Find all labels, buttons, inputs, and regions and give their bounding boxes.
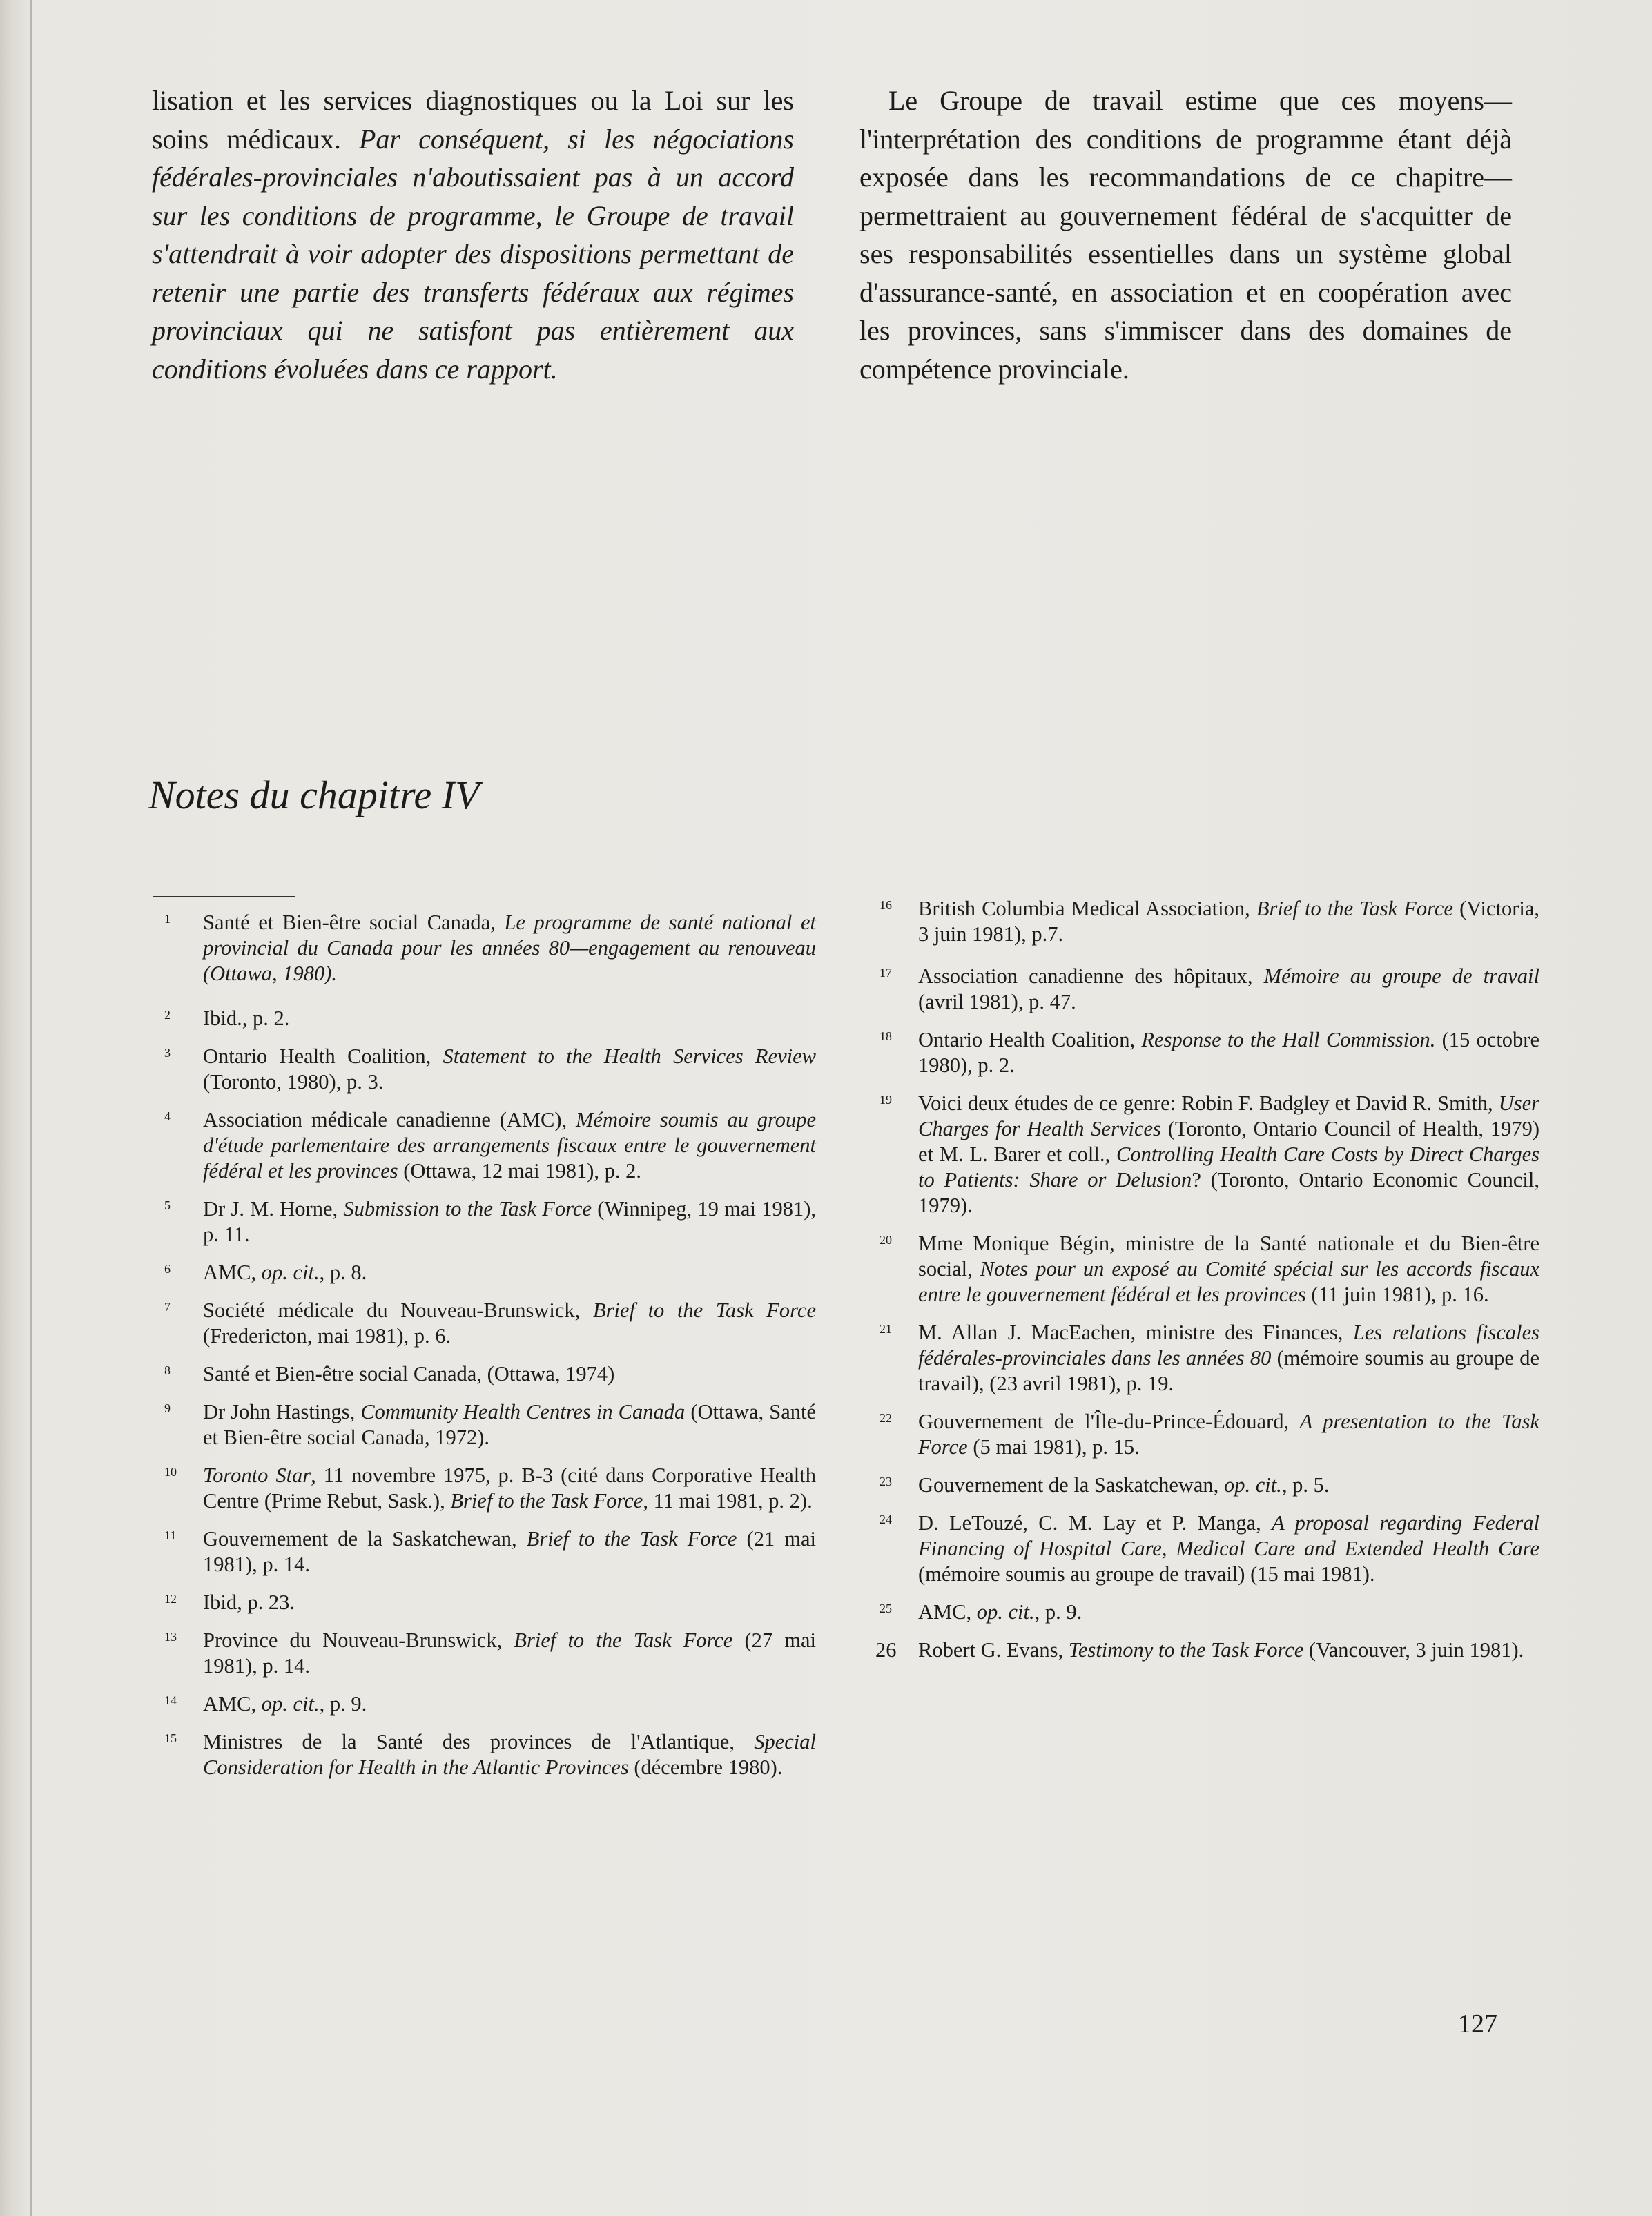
footnote-number: 9	[164, 1401, 171, 1415]
footnote-text	[203, 1464, 816, 1513]
footnote-title-italic: Controlling Health Care Costs by Direct Charges to Patients: Share or Delusion	[918, 1143, 1539, 1192]
footnote-number: 6	[164, 1262, 171, 1276]
footnote-26	[875, 1637, 1539, 1663]
footnote-text-run: M. Allan J. MacEachen, ministre des Finances,	[918, 1321, 1353, 1344]
footnote-text	[918, 1091, 1539, 1217]
footnote-text-run: Santé et Bien-être social Canada, (Ottawa, 1974)	[203, 1362, 615, 1386]
footnote-text-run: (5 mai 1981), p. 15.	[967, 1435, 1140, 1459]
footnote-text	[918, 1511, 1539, 1586]
footnote-text	[203, 1527, 816, 1576]
footnote-text	[203, 1730, 816, 1779]
footnote-text	[203, 1591, 295, 1614]
footnote-10	[160, 1463, 816, 1514]
footnote-text-run: Ibid., p. 2.	[203, 1007, 290, 1030]
footnote-4	[160, 1107, 816, 1184]
footnote-number: 13	[164, 1630, 177, 1644]
footnote-text	[203, 1007, 289, 1030]
footnote-title-italic: Mémoire soumis au groupe d'étude parlementaire des arrangements fiscaux entre le gouvernement fédéral et les provinces	[203, 1108, 817, 1183]
footnote-text-run: Robert G. Evans,	[918, 1638, 1069, 1662]
body-column-left	[152, 81, 794, 388]
page-number: 127	[1458, 2010, 1497, 2039]
footnote-text	[918, 897, 1539, 946]
footnote-text	[203, 1692, 367, 1716]
footnote-text-run: Ministres de la Santé des provinces de l'Atlantique,	[203, 1730, 755, 1753]
footnote-6	[160, 1260, 816, 1285]
footnote-text	[918, 964, 1539, 1013]
footnote-12	[160, 1590, 816, 1615]
footnote-text	[203, 1629, 816, 1678]
footnote-title-italic: op. cit.	[1223, 1473, 1282, 1497]
footnote-title-italic: Brief to the Task Force	[526, 1527, 737, 1551]
footnote-text	[918, 1600, 1082, 1624]
footnote-17	[875, 964, 1539, 1015]
footnote-text-run: , p. 5.	[1281, 1473, 1330, 1497]
footnote-20	[875, 1231, 1539, 1308]
footnote-text-run: , p. 9.	[1034, 1600, 1082, 1624]
footnote-text-run: (Winnipeg, 19 mai 1981), p. 11.	[203, 1197, 816, 1246]
footnote-18	[875, 1027, 1539, 1078]
footnote-text-run: British Columbia Medical Association,	[918, 897, 1256, 920]
footnote-text-run: (Ottawa, Santé et Bien-être social Canada, 1972).	[203, 1400, 816, 1449]
body-paragraph-left	[152, 81, 794, 388]
body-paragraph-left-normal: lisation et les services diagnostiques ou la Loi sur les soins médicaux.	[152, 85, 794, 155]
footnote-number: 18	[880, 1029, 892, 1043]
footnote-text-run: Association canadienne des hôpitaux,	[918, 964, 1264, 988]
footnote-22	[875, 1409, 1539, 1460]
footnote-text-run: (21 mai 1981), p. 14.	[203, 1527, 817, 1576]
footnote-text-run: (avril 1981), p. 47.	[918, 990, 1076, 1013]
footnote-number: 20	[880, 1233, 892, 1247]
footnote-text-run: , 11 novembre 1975, p. B-3 (cité dans Corporative Health Centre (Prime Rebut, Sask.),	[203, 1464, 816, 1513]
footnote-title-italic: Toronto Star	[203, 1464, 311, 1487]
footnote-24	[875, 1510, 1539, 1587]
footnote-title-italic: Brief to the Task Force	[450, 1489, 643, 1513]
footnote-title-italic: Le programme de santé national et provincial du Canada pour les années 80—engagement au renouveau (Ottawa, 1980).	[203, 911, 816, 985]
footnote-text-run: Dr John Hastings,	[203, 1400, 361, 1423]
footnote-title-italic: op. cit.	[261, 1692, 320, 1716]
footnote-text	[203, 1400, 816, 1449]
body-paragraph-right: Le Groupe de travail estime que ces moyens—l'interprétation des conditions de programme étant déjà exposée dans les recommandations de ce chapitre—permettraient au gouvernement fédéral de s'acquitter de ses responsabilités essentielles dans un système global d'assurance-santé, en association et en coopération avec les provinces, sans s'immiscer dans des domaines de compétence provinciale.	[859, 85, 1512, 385]
footnote-13	[160, 1628, 816, 1679]
footnote-number: 24	[880, 1513, 892, 1526]
footnote-text-run: Santé et Bien-être social Canada,	[203, 911, 505, 934]
footnote-text-run: Voici deux études de ce genre: Robin F. Badgley et David R. Smith,	[918, 1091, 1499, 1115]
footnote-title-italic: User Charges for Health Services	[918, 1091, 1539, 1140]
footnote-title-italic: Testimony to the Task Force	[1068, 1638, 1304, 1662]
binding-gutter	[30, 0, 32, 2216]
footnote-number: 14	[164, 1693, 177, 1707]
footnote-2	[160, 1006, 816, 1031]
footnote-number: 26	[875, 1638, 897, 1662]
footnote-number: 17	[880, 966, 892, 980]
footnote-16	[875, 896, 1539, 947]
footnote-5	[160, 1196, 816, 1247]
footnote-11	[160, 1526, 816, 1577]
footnote-number: 16	[880, 898, 892, 912]
footnote-9	[160, 1399, 816, 1450]
footnote-7	[160, 1298, 816, 1349]
footnote-1	[160, 910, 816, 986]
footnote-text-run: AMC,	[203, 1261, 262, 1284]
footnote-text	[203, 1261, 367, 1284]
footnote-title-italic: Les relations fiscales fédérales-provinciales dans les années 80	[918, 1321, 1539, 1370]
footnote-text-run: (Toronto, 1980), p. 3.	[203, 1070, 384, 1094]
footnote-text-run: (décembre 1980).	[628, 1756, 783, 1779]
footnote-text-run: AMC,	[203, 1692, 262, 1716]
footnote-text-run: (Vancouver, 3 juin 1981).	[1303, 1638, 1524, 1662]
notes-column-left	[160, 910, 816, 1793]
footnote-text-run: , p. 9.	[319, 1692, 367, 1716]
footnote-title-italic: Brief to the Task Force	[514, 1629, 733, 1652]
footnote-number: 2	[164, 1008, 171, 1022]
footnote-text-run: (Toronto, Ontario Council of Health, 1979) et M. L. Barer et coll.,	[918, 1117, 1539, 1166]
footnote-text	[203, 911, 816, 985]
footnote-title-italic: op. cit.	[261, 1261, 320, 1284]
footnote-number: 23	[880, 1475, 892, 1488]
footnote-text-run: Association médicale canadienne (AMC),	[203, 1108, 576, 1131]
footnote-title-italic: Special Consideration for Health in the Atlantic Provinces	[203, 1730, 816, 1779]
footnote-text	[918, 1028, 1539, 1077]
footnote-text	[203, 1044, 816, 1094]
footnote-text	[918, 1638, 1524, 1662]
footnote-15	[160, 1729, 816, 1780]
footnote-number: 11	[164, 1528, 177, 1542]
footnote-text-run: Dr J. M. Horne,	[203, 1197, 344, 1221]
footnote-number: 7	[164, 1300, 171, 1314]
footnote-text	[203, 1362, 614, 1386]
footnote-text-run: (Ottawa, 12 mai 1981), p. 2.	[398, 1159, 641, 1183]
footnote-text	[918, 1410, 1539, 1459]
footnote-19	[875, 1091, 1539, 1218]
footnote-text-run: Ontario Health Coalition,	[918, 1028, 1142, 1051]
footnote-text-run: Gouvernement de la Saskatchewan,	[918, 1473, 1224, 1497]
footnote-text-run: AMC,	[918, 1600, 977, 1624]
footnote-title-italic: Response to the Hall Commission.	[1141, 1028, 1436, 1051]
footnote-title-italic: A presentation to the Task Force	[918, 1410, 1539, 1459]
footnote-text-run: (15 octobre 1980), p. 2.	[918, 1028, 1539, 1077]
footnote-number: 21	[880, 1322, 892, 1336]
footnote-title-italic: op. cit.	[976, 1600, 1035, 1624]
footnote-title-italic: Submission to the Task Force	[343, 1197, 592, 1221]
footnote-title-italic: Statement to the Health Services Review	[443, 1044, 816, 1068]
footnote-text	[203, 1108, 816, 1183]
body-paragraph-left-italic: Par conséquent, si les négociations fédérales-provinciales n'aboutissaient pas à un accord sur les conditions de programme, le Groupe de travail s'attendrait à voir adopter des dispositions permettant de retenir une partie des transferts fédéraux aux régimes provinciaux qui ne satisfont pas entièrement aux conditions évoluées dans ce rapport.	[152, 123, 794, 385]
footnote-title-italic: Mémoire au groupe de travail	[1263, 964, 1539, 988]
footnote-text-run: , 11 mai 1981, p. 2).	[643, 1489, 813, 1513]
footnote-text-run: Gouvernement de l'Île-du-Prince-Édouard,	[918, 1410, 1300, 1433]
footnote-text-run: (mémoire soumis au groupe de travail), (23 avril 1981), p. 19.	[918, 1346, 1539, 1395]
footnote-21	[875, 1320, 1539, 1397]
footnote-number: 15	[164, 1731, 177, 1745]
footnote-text	[918, 1321, 1539, 1395]
footnote-number: 5	[164, 1198, 171, 1212]
footnote-text	[918, 1473, 1329, 1497]
footnote-number: 4	[164, 1109, 171, 1123]
footnote-text-run: (Victoria, 3 juin 1981), p.7.	[918, 897, 1540, 946]
footnote-23	[875, 1473, 1539, 1498]
footnote-text-run: Gouvernement de la Saskatchewan,	[203, 1527, 527, 1551]
footnote-text-run: (27 mai 1981), p. 14.	[203, 1629, 816, 1678]
body-column-right	[859, 81, 1512, 388]
footnote-text-run: Ibid, p. 23.	[203, 1591, 295, 1614]
footnote-14	[160, 1691, 816, 1717]
footnote-text-run: D. LeTouzé, C. M. Lay et P. Manga,	[918, 1511, 1272, 1535]
footnote-text-run: (mémoire soumis au groupe de travail) (15 mai 1981).	[918, 1562, 1375, 1586]
footnote-title-italic: Notes pour un exposé au Comité spécial sur les accords fiscaux entre le gouvernement fédéral et les provinces	[918, 1257, 1539, 1306]
footnote-text-run: (Fredericton, mai 1981), p. 6.	[203, 1324, 451, 1348]
notes-column-right	[875, 896, 1539, 1675]
footnote-8	[160, 1361, 816, 1387]
footnote-title-italic: Community Health Centres in Canada	[360, 1400, 686, 1423]
footnote-rule	[153, 896, 295, 897]
footnote-title-italic: A proposal regarding Federal Financing of Hospital Care, Medical Care and Extended Health Care	[918, 1511, 1539, 1560]
footnote-text-run: ? (Toronto, Ontario Economic Council, 1979).	[918, 1168, 1539, 1217]
footnote-text-run: Mme Monique Bégin, ministre de la Santé nationale et du Bien-être social,	[918, 1232, 1539, 1281]
footnote-text-run: Ontario Health Coalition,	[203, 1044, 443, 1068]
footnote-title-italic: Brief to the Task Force	[1256, 897, 1453, 920]
footnote-number: 19	[880, 1093, 892, 1107]
footnote-text-run: , p. 8.	[319, 1261, 367, 1284]
footnote-text-run: Société médicale du Nouveau-Brunswick,	[203, 1299, 593, 1322]
footnote-text	[203, 1299, 816, 1348]
notes-heading: Notes du chapitre IV	[148, 772, 480, 817]
footnote-25	[875, 1600, 1539, 1625]
footnote-3	[160, 1044, 816, 1095]
footnote-text-run: Province du Nouveau-Brunswick,	[203, 1629, 514, 1652]
footnote-number: 3	[164, 1046, 171, 1060]
footnote-number: 8	[164, 1363, 171, 1377]
footnote-text	[918, 1232, 1539, 1306]
footnote-text-run: (11 juin 1981), p. 16.	[1305, 1283, 1489, 1306]
footnote-number: 1	[164, 912, 171, 926]
footnote-number: 10	[164, 1465, 177, 1479]
footnote-text	[203, 1197, 816, 1246]
footnote-title-italic: Brief to the Task Force	[592, 1299, 816, 1322]
footnote-number: 25	[880, 1602, 892, 1615]
footnote-number: 12	[164, 1592, 177, 1606]
footnote-number: 22	[880, 1411, 892, 1425]
